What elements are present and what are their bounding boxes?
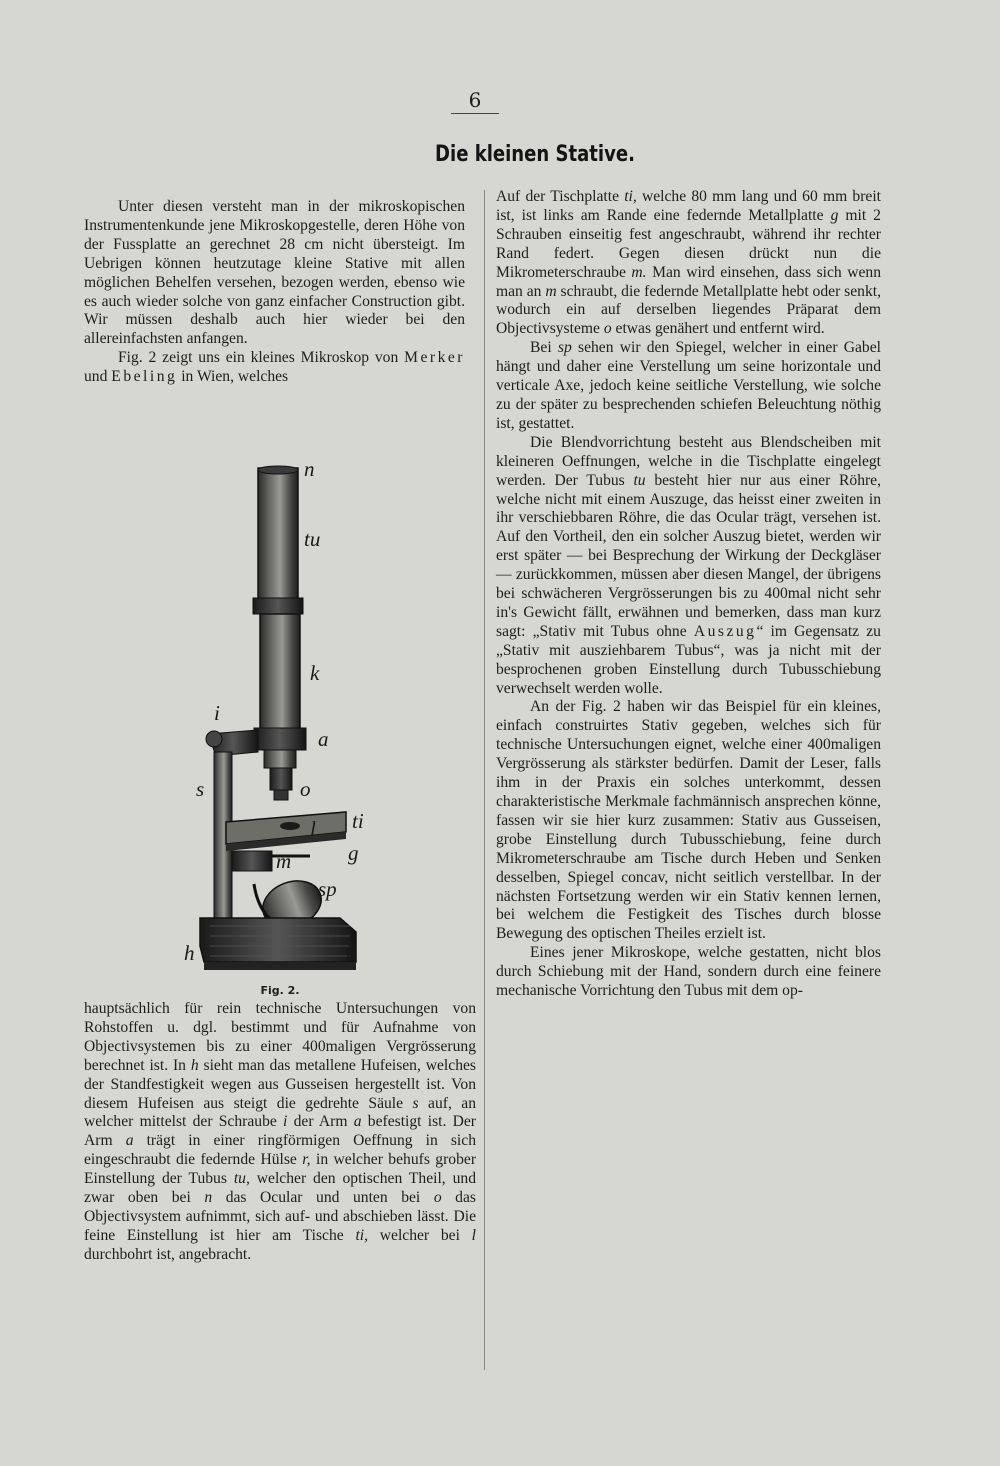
eyepiece-tube: [258, 468, 298, 600]
microscope-figure: [180, 456, 380, 994]
paragraph-fig-intro: [84, 349, 465, 387]
label-sp: sp: [318, 877, 337, 901]
label-g: g: [348, 841, 359, 865]
text-run: “ im Gegensatz zu „Stativ mit ausziehbarem Tubus“, was ja nicht mit der besprochenen groben Einstellung durch Tubusschiebung verwechselt werden wolle.: [496, 622, 881, 697]
ref-h: h: [190, 1056, 199, 1074]
text-run: schraubt, die federnde Metallplatte hebt oder senkt, wodurch ein auf derselben liegendes Präparat dem Objectivsysteme: [496, 282, 881, 338]
ref-l: l: [471, 1226, 477, 1244]
ref-ti: ti,: [355, 1226, 369, 1244]
label-h-right: h: [346, 941, 357, 965]
paragraph-summary: An der Fig. 2 haben wir das Beispiel für ein kleines, einfach construirtes Stativ gegeben, welches sich für technische Untersuchungen eignet, welche einer 400maligen Vergrösserung als stärkster bedürfen. Damit der Leser, falls ihm in der Praxis ein solches unterkommt, dessen charakteristische Merkmale fachmännisch ansprechen könne, fassen wir sie hier kurz zusammen: Stativ aus Gusseisen, grobe Einstellung durch Tubusschiebung, feine durch Mikrometerschraube am Tische durch Heben und Senken desselben, Spiegel concav, nicht seitlich verstellbar. In der nächsten Fortsetzung werden wir ein Stativ kennen lernen, bei welchem die Festigkeit des Tisches durch blosse Bewegung des optischen Theiles erzielt ist.: [496, 698, 881, 943]
ref-i: i: [283, 1113, 288, 1131]
ref-o: o: [433, 1189, 442, 1207]
paragraph-stage: [496, 188, 881, 339]
main-tube: [260, 614, 300, 744]
text-run: der Arm: [293, 1113, 348, 1131]
label-m: m: [276, 849, 292, 873]
text-run: und: [84, 368, 108, 386]
text-run: das Ocular und unten bei: [225, 1189, 421, 1207]
left-column-top: [84, 198, 465, 387]
paragraph-continuation: Eines jener Mikroskope, welche gestatten, nicht blos durch Schiebung mit der Hand, sondern durch eine feinere mechanische Vorrichtung den Tubus mit dem op-: [496, 944, 881, 1000]
text-run: hauptsächlich für rein technische Untersuchungen von Rohstoffen u. dgl. bestimmt und für Aufnahme von Objectivsystemen bis zu einer 400maligen Vergrösserung berechnet ist. In: [84, 1000, 476, 1074]
name-ebeling: Ebeling: [111, 368, 178, 386]
label-i: i: [214, 701, 220, 725]
text-run: etwas genähert und entfernt wird.: [615, 320, 825, 338]
text-run: Fig. 2 zeigt uns ein kleines Mikroskop von: [118, 349, 399, 367]
ref-ti: ti,: [624, 188, 637, 205]
ref-m: m.: [631, 263, 647, 281]
right-column: [496, 188, 881, 1001]
text-run: welcher den optischen Theil, und zwar oben bei: [84, 1170, 476, 1207]
text-run: trägt in einer ringförmigen Oeffnung in sich eingeschraubt die federnde Hülse: [84, 1132, 476, 1169]
label-l: l: [310, 817, 316, 841]
label-k: k: [310, 661, 320, 685]
ref-sp: sp: [557, 339, 572, 357]
ref-r: r,: [302, 1151, 311, 1169]
text-run: auf, an welcher mittelst der Schraube: [84, 1094, 476, 1131]
section-title: Die kleinen Stative.: [435, 142, 635, 167]
ref-tu: tu,: [233, 1170, 250, 1188]
text-run: Auf der Tischplatte: [496, 188, 619, 205]
text-run: sieht man das metallene Hufeisen, welches der Standfestigkeit wegen aus Gusseisen hergestellt ist. Von diesem Hufeisen aus steigt die gedrehte Säule: [84, 1056, 476, 1112]
label-s: s: [196, 777, 205, 801]
page-number: 6: [468, 88, 482, 112]
screw-i: [206, 731, 222, 747]
text-run: Bei: [530, 339, 552, 357]
text-run: in Wien, welches: [181, 368, 289, 386]
ref-n: n: [204, 1189, 213, 1207]
text-run: besteht hier nur aus einer Röhre, welche nicht mit einem Auszuge, das heisst einer zweiten in ihr verschiebbaren Röhre, die das Ocular trägt, versehen ist. Auf den Vortheil, den ein solcher Auszug bietet, werden wir erst später — bei Besprechung der Wirkung der Deckgläser — zurückkommen, müssen aber diesen Mangel, der übrigens bei schwächeren Vergrösserungen bis zu 400mal nicht sehr in's Gewicht fällt, erwähnen und bemerken, dass man kurz sagt: „Stativ mit Tubus ohne: [496, 471, 881, 640]
text-run: durchbohrt ist, angebracht.: [84, 1245, 252, 1263]
label-tu: tu: [304, 527, 321, 551]
page-number-rule: [451, 113, 499, 114]
label-ti: ti: [352, 809, 364, 833]
text-run: Man wird einsehen, dass sich wenn man an: [496, 263, 881, 300]
paragraph-mirror: [496, 339, 881, 434]
ref-s: s: [412, 1094, 419, 1112]
paragraph-description: [84, 1000, 476, 1265]
column-divider: [484, 190, 485, 1370]
text-run: das Objectivsystem aufnimmt, sich auf- und abschieben lässt. Die feine Einstellung ist hier am Tische: [84, 1189, 476, 1244]
ref-g: g: [830, 206, 839, 224]
term-auszug: Auszug: [693, 622, 757, 640]
text-run: in welcher behufs grober Einstellung der Tubus: [84, 1151, 477, 1188]
text-run: welcher bei: [379, 1226, 460, 1244]
label-h-left: h: [184, 941, 195, 965]
ref-a: a: [125, 1132, 134, 1150]
objective-lens: [270, 768, 292, 790]
ref-o: o: [603, 320, 612, 338]
name-merker: Merker: [404, 349, 465, 367]
text-run: befestigt ist. Der Arm: [84, 1113, 476, 1150]
ref-m: m: [545, 282, 557, 300]
text-run: welche 80 mm lang und 60 mm breit ist, ist links am Rande eine federnde Metallplatte: [496, 188, 881, 224]
horseshoe-base: [200, 918, 356, 962]
paragraph-intro: Unter diesen versteht man in der mikroskopischen Instrumentenkunde jene Mikroskopgestelle, deren Höhe von der Fussplatte an gerechnet 28 cm nicht übersteigt. Im Uebrigen können heutzutage kleine Stative mit allen möglichen Behelfen versehen, bezogen werden, ebenso wie es auch wieder solche von ganz einfacher Construction gibt. Wir müssen deshalb auch hier wieder bei den allereinfachsten anfangen.: [84, 198, 465, 348]
label-o: o: [300, 777, 311, 801]
paragraph-diaphragm: [496, 434, 881, 699]
left-column-bottom: [84, 1000, 476, 1265]
ref-a: a: [353, 1113, 362, 1131]
tube-collar: [253, 598, 303, 614]
ref-tu: tu: [633, 471, 646, 489]
text-run: mit 2 Schrauben einseitig fest angeschraubt, während ihr rechter Rand federt. Gegen diesen drückt nun die Mikrometerschraube: [496, 206, 881, 281]
label-a: a: [318, 727, 329, 751]
label-n: n: [304, 457, 315, 481]
text-run: sehen wir den Spiegel, welcher in einer Gabel hängt und daher eine Verstellung um seine horizontale und verticale Axe, jedoch keine seitliche Verstellung, wie solche zu der später zu besprechenden schiefen Beleuchtung nöthig ist, gestattet.: [496, 339, 881, 432]
text-run: Die Blendvorrichtung besteht aus Blendscheiben mit kleineren Oeffnungen, welche in die Tischplatte eingelegt werden. Der Tubus: [496, 433, 881, 489]
figure-caption: Fig. 2.: [260, 984, 300, 997]
